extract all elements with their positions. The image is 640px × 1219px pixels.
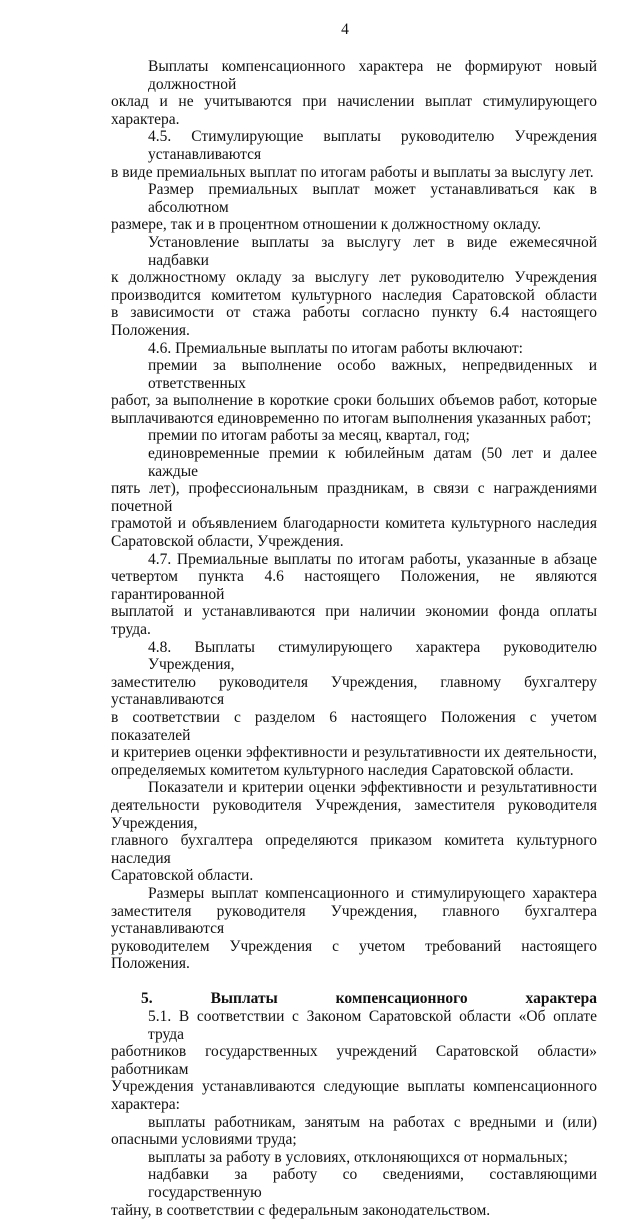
text-line: в соответствии с разделом 6 настоящего Положения с учетом показателей: [111, 708, 597, 744]
text-line: выплаты работникам, занятым на работах с вредными и (или): [148, 1113, 597, 1131]
text-line: выплатой и устанавливаются при наличии экономии фонда оплаты труда.: [111, 603, 597, 638]
text-line: заместителя руководителя Учреждения, главного бухгалтера устанавливаются: [111, 902, 597, 938]
paragraph: [111, 1008, 597, 1114]
text-line: к должностному окладу за выслугу лет руководителю Учреждения: [111, 269, 597, 287]
section-4-text: [111, 58, 597, 973]
paragraph: [111, 357, 597, 427]
paragraph: [111, 1149, 597, 1167]
text-line: грамотой и объявлением благодарности комитета культурного наследия: [111, 515, 597, 533]
paragraph: [111, 234, 597, 340]
text-line: Размер премиальных выплат может устанавливаться как в абсолютном: [148, 181, 597, 216]
text-line: работников государственных учреждений Саратовской области» работникам: [111, 1043, 597, 1078]
paragraph: [111, 885, 597, 973]
text-line: в зависимости от стажа работы согласно пункту 6.4 настоящего Положения.: [111, 304, 597, 339]
text-line: деятельности руководителя Учреждения, заместителя руководителя Учреждения,: [111, 796, 597, 832]
text-line: работ, за выполнение в короткие сроки больших объемов работ, которые: [111, 392, 597, 410]
text-line: размере, так и в процентном отношении к должностному окладу.: [111, 216, 542, 234]
text-line: Саратовской области.: [111, 867, 254, 885]
text-line: руководителем Учреждения с учетом требований настоящего Положения.: [111, 937, 597, 973]
text-line: определяемых комитетом культурного наследия Саратовской области.: [111, 761, 574, 779]
paragraph: [111, 340, 597, 358]
paragraph: [111, 551, 597, 639]
text-line: пять лет), профессиональным праздникам, в связи с награждениями почетной: [111, 480, 597, 515]
text-line: четвертом пункта 4.6 настоящего Положения, не являются гарантированной: [111, 568, 597, 603]
text-line: единовременные премии к юбилейным датам (50 лет и далее каждые: [148, 445, 597, 480]
text-line: Выплаты компенсационного характера не формируют новый должностной: [148, 58, 597, 93]
document-body: [111, 58, 597, 1219]
text-line: Установление выплаты за выслугу лет в виде ежемесячной надбавки: [148, 233, 597, 269]
text-line: Размеры выплат компенсационного и стимулирующего характера: [148, 884, 597, 902]
section-5-heading: 5. Выплаты компенсационного характера: [141, 990, 597, 1008]
text-line: заместителю руководителя Учреждения, главному бухгалтеру устанавливаются: [111, 673, 597, 709]
text-line: Учреждения устанавливаются следующие выплаты компенсационного характера:: [111, 1078, 597, 1114]
section-5-text: [111, 1008, 597, 1219]
text-line: тайну, в соответствии с федеральным законодательством.: [111, 1201, 491, 1219]
text-line: Показатели и критерии оценки эффективности и результативности: [148, 779, 597, 797]
paragraph: [111, 779, 597, 885]
text-line: 4.6. Премиальные выплаты по итогам работы включают:: [148, 339, 523, 357]
text-line: производится комитетом культурного наследия Саратовской области: [111, 286, 597, 304]
text-line: премии по итогам работы за месяц, квартал, год;: [148, 427, 470, 445]
paragraph: [111, 639, 597, 780]
text-line: в виде премиальных выплат по итогам работы и выплаты за выслугу лет.: [111, 163, 594, 181]
text-line: 4.5. Стимулирующие выплаты руководителю Учреждения устанавливаются: [148, 128, 597, 163]
text-line: премии за выполнение особо важных, непредвиденных и ответственных: [148, 357, 597, 392]
text-line: 5.1. В соответствии с Законом Саратовской области «Об оплате труда: [148, 1008, 597, 1043]
paragraph: [111, 58, 597, 128]
paragraph: [111, 427, 597, 445]
text-line: опасными условиями труда;: [111, 1131, 297, 1149]
text-line: выплаты за работу в условиях, отклоняющихся от нормальных;: [148, 1148, 568, 1166]
text-line: главного бухгалтера определяются приказом комитета культурного наследия: [111, 832, 597, 867]
text-line: выплачиваются единовременно по итогам выполнения указанных работ;: [111, 409, 592, 427]
page-number: 4: [341, 21, 349, 38]
paragraph: [111, 1166, 597, 1219]
text-line: надбавки за работу со сведениями, составляющими государственную: [148, 1166, 597, 1201]
paragraph: [111, 181, 597, 234]
text-line: и критериев оценки эффективности и результативности их деятельности,: [111, 744, 597, 762]
paragraph: [111, 445, 597, 551]
text-line: Саратовской области, Учреждения.: [111, 533, 344, 551]
text-line: оклад и не учитываются при начислении выплат стимулирующего характера.: [111, 93, 597, 128]
text-line: 4.8. Выплаты стимулирующего характера руководителю Учреждения,: [148, 638, 597, 674]
text-line: 4.7. Премиальные выплаты по итогам работы, указанные в абзаце: [148, 550, 597, 568]
paragraph: [111, 1114, 597, 1149]
paragraph: [111, 128, 597, 181]
